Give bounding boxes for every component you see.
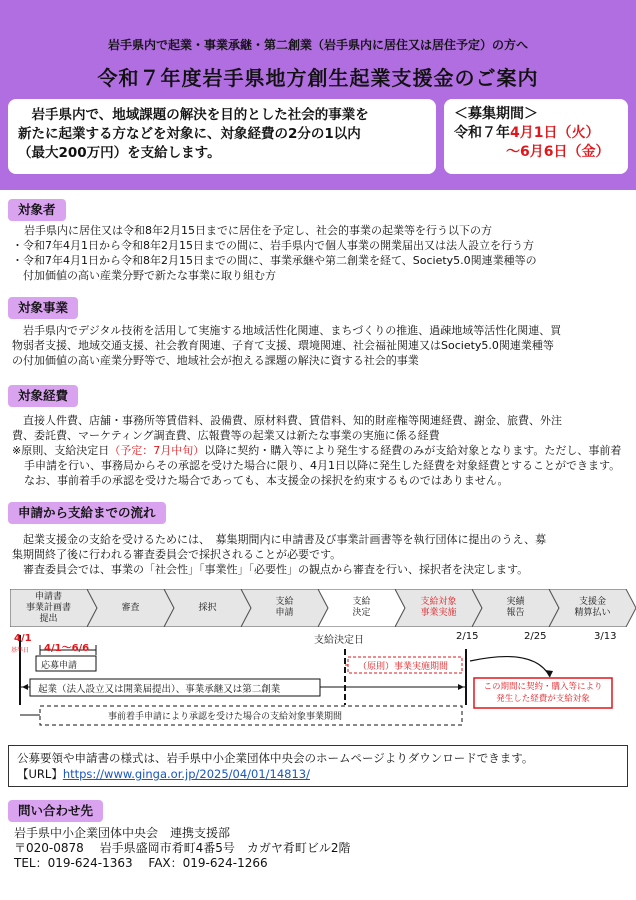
flow-line: 集期間終了後に行われる審査委員会で採択されることが必要です。 — [12, 548, 342, 561]
business-line: 岩手県内でデジタル技術を活用して実施する地域活性化関連、まちづくりの推進、過疎地域等活性化関連、買 — [12, 324, 562, 337]
target-body — [12, 223, 628, 283]
flow-step — [395, 589, 482, 627]
timeline-start-date: 4/1 — [14, 633, 32, 644]
expenses-line: 費、委託費、マーケティング調査費、広報費等の起業又は新たな事業の実施に係る経費 — [12, 429, 440, 442]
timeline-start-tag: 基準日 — [11, 647, 30, 654]
header-subtitle: 岩手県内で起業・事業承継・第二創業（岩手県内に居住又は居住予定）の方へ — [107, 38, 528, 52]
timeline-decision-day: 支給決定日 — [314, 635, 364, 646]
target-line: 岩手県内に居住又は令和8年2月15日までに居住を予定し、社会的事業の起業等を行う以下の方 — [24, 224, 492, 237]
download-text: 公募要領や申請書の様式は、岩手県中小企業団体中央会のホームページよりダウンロードできます。 — [17, 751, 534, 765]
period-start: 4月1日（火） — [510, 125, 600, 141]
timeline-diagram — [0, 627, 636, 737]
timeline-callout: この期間に契約・購入等により 発生した経費が支給対象 — [483, 682, 603, 704]
flow-body — [12, 532, 628, 577]
flow-step — [549, 589, 636, 627]
process-flow — [10, 589, 626, 627]
flow-step — [241, 589, 328, 627]
download-link[interactable]: https://www.ginga.or.jp/2025/04/01/14813/ — [62, 767, 310, 781]
flow-step — [318, 589, 405, 627]
business-line: の付加価値の高い産業分野等で、地域社会が抱える課題の解決に資する社会的事業 — [12, 354, 419, 367]
flow-step — [472, 589, 559, 627]
timeline-principle-period: （原則）事業実施期間 — [358, 662, 449, 672]
flow-step-label: 申請書 事業計画書 提出 — [25, 591, 71, 624]
flow-step — [10, 589, 97, 627]
note-rest: 以降に契約・購入等により発生する経費のみが支給対象となります。ただし、事前着手申請を行い、事務局からその承認を受けた場合に限り、4月1日以降に発生した経費を対象経費とすることができます。なお、事前着手の承認を受けた場合であっても、本支援金の採択を約束するものではありません。 — [24, 444, 622, 487]
contact-info — [14, 826, 351, 871]
timeline-startup-bar: 起業（法人設立又は開業届提出）、事業承継又は第二創業 — [38, 684, 281, 695]
timeline-pre-period: 事前着手申請により承認を受けた場合の支給対象事業期間 — [108, 712, 343, 722]
flow-step-label: 支給 申請 — [275, 597, 294, 618]
section-heading-flow: 申請から支給までの流れ — [8, 502, 166, 524]
period-start-line — [454, 124, 618, 143]
flow-line: 審査委員会では、事業の「社会性」「事業性」「必要性」の観点から審査を行い、採択者を決定します。 — [12, 563, 529, 576]
section-heading-expenses: 対象経費 — [8, 385, 78, 407]
note-prefix: ※原則、支給決定日 — [12, 444, 110, 457]
intro-text: 岩手県内で、地域課題の解決を目的とした社会的事業を 新たに起業する方などを対象に、対象経費の2分の1以内 （最大200万円）を支給します。 — [18, 107, 369, 161]
section-heading-target: 対象者 — [8, 199, 66, 221]
flow-step-label: 実績 報告 — [506, 597, 525, 618]
target-line: 付加価値の高い産業分野で新たな事業に取り組む方 — [12, 269, 276, 282]
contact-phone: TEL：019-624-1363 FAX：019-624-1266 — [14, 856, 268, 870]
timeline-date-215: 2/15 — [456, 631, 479, 642]
business-line: 物弱者支援、地域交通支援、社会教育関連、子育て支援、環境関連、社会福祉関連又はSociety5.0関連業種等 — [12, 339, 554, 352]
contact-org: 岩手県中小企業団体中央会 連携支援部 — [14, 826, 231, 840]
page-title: 令和７年度岩手県地方創生起業支援金のご案内 — [97, 66, 539, 90]
note-red: （予定：7月中旬） — [109, 444, 205, 457]
business-body — [12, 323, 628, 368]
flow-step-label: 審査 — [121, 602, 140, 613]
contact-address: 〒020-0878 岩手県盛岡市肴町4番5号 カガヤ肴町ビル2階 — [14, 841, 351, 855]
target-line: ・令和7年4月1日から令和8年2月15日までの間に、岩手県内で個人事業の開業届出又は法人設立を行う方 — [12, 239, 534, 252]
period-prefix: 令和７年 — [454, 125, 510, 141]
period-end: ～6月6日（金） — [506, 144, 610, 160]
timeline-apply: 応募申請 — [41, 661, 78, 671]
expenses-body — [12, 413, 628, 488]
expenses-note — [12, 443, 628, 488]
flow-step-label: 採択 — [198, 602, 217, 613]
download-box — [8, 745, 628, 787]
timeline-period: 4/1～6/6 — [44, 643, 90, 654]
target-line: ・令和7年4月1日から令和8年2月15日までの間に、事業承継や第二創業を経て、Society5.0関連業種等の — [12, 254, 537, 267]
expenses-line: 直接人件費、店舗・事務所等賃借料、設備費、原材料費、賃借料、知的財産権等関連経費、謝金、旅費、外注 — [12, 414, 562, 427]
flow-step — [87, 589, 174, 627]
section-heading-business: 対象事業 — [8, 297, 78, 319]
url-label: 【URL】 — [17, 767, 63, 781]
intro-box — [8, 99, 436, 174]
period-label: ＜募集期間＞ — [454, 106, 538, 122]
flow-step-label: 支給対象 事業実施 — [420, 597, 457, 618]
section-heading-contact: 問い合わせ先 — [8, 800, 103, 822]
timeline-date-225: 2/25 — [524, 631, 547, 642]
flow-step-label: 支援金 精算払い — [574, 597, 611, 618]
flow-step-label: 支給 決定 — [352, 597, 371, 618]
period-box — [444, 99, 628, 174]
flow-step — [164, 589, 251, 627]
download-url-line — [17, 766, 619, 782]
timeline-date-313: 3/13 — [594, 631, 617, 642]
flow-line: 起業支援金の支給を受けるためには、 募集期間内に申請書及び事業計画書等を執行団体に提出のうえ、募 — [12, 533, 547, 546]
